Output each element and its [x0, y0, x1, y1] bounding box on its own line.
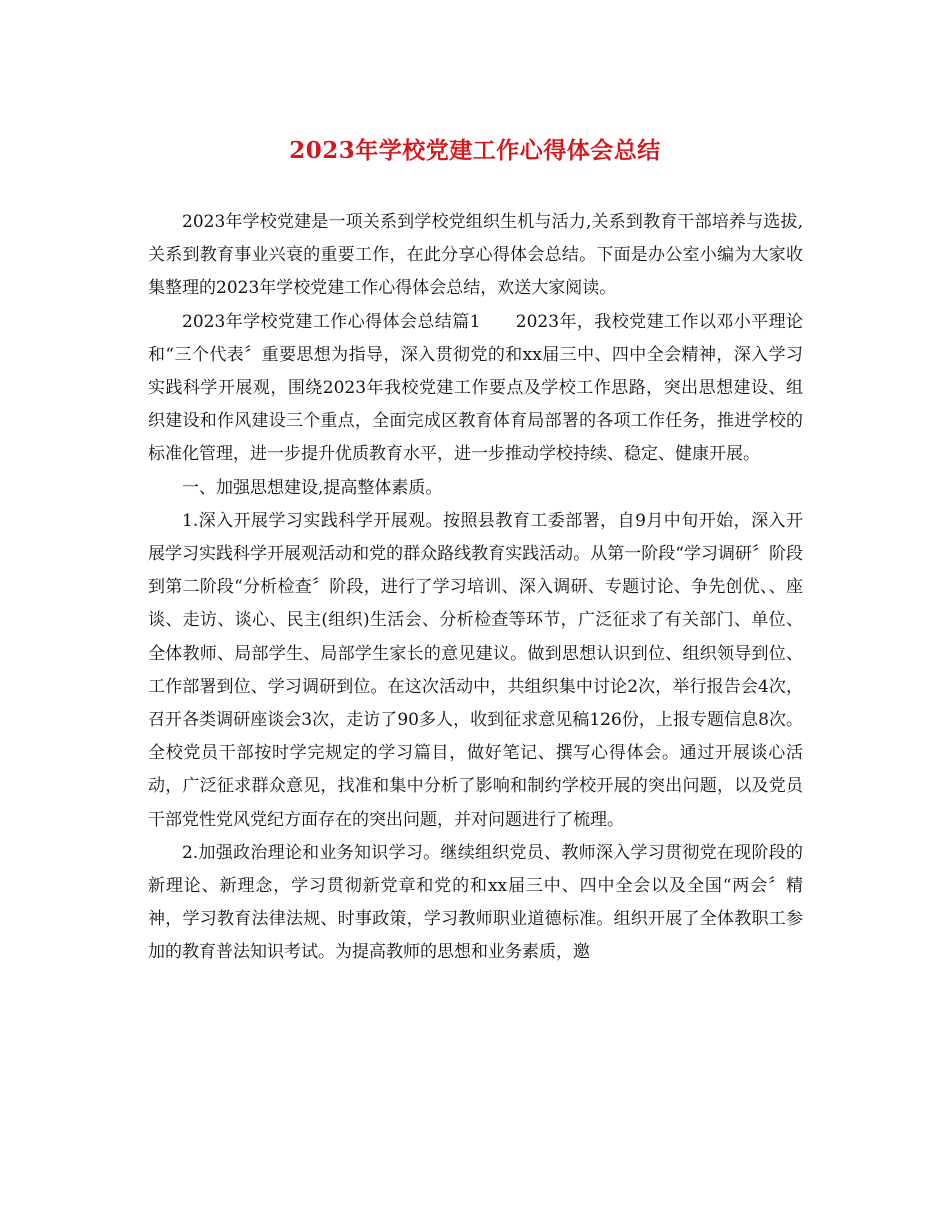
paragraph-overview: 2023年学校党建工作心得体会总结篇1 2023年，我校党建工作以邓小平理论和“三个代表〞重要思想为指导，深入贯彻党的和xx届三中、四中全会精神，深入学习实践科学开展观，围绕2023年我校党建工作要点及学校工作思路，突出思想建设、组织建设和作风建设三个重点，全面完成区教育体育局部署的各项工作任务，推进学校的标准化管理，进一步提升优质教育水平，进一步推动学校持续、稳定、健康开展。: [148, 311, 803, 465]
paragraph-item-1: 1.深入开展学习实践科学开展观。按照县教育工委部署，自9月中旬开始，深入开展学习实践科学开展观活动和党的群众路线教育实践活动。从第一阶段“学习调研〞阶段到第二阶段“分析检查〞阶段，进行了学习培训、深入调研、专题讨论、争先创优、、座谈、走访、谈心、民主(组织)生活会、分析检查等环节，广泛征求了有关部门、单位、全体教师、局部学生、局部学生家长的意见建议。做到思想认识到位、组织领导到位、工作部署到位、学习调研到位。在这次活动中，共组织集中讨论2次，举行报告会4次，召开各类调研座谈会3次，走访了90多人，收到征求意见稿126份，上报专题信息8次。全校党员干部按时学完规定的学习篇目，做好笔记、撰写心得体会。通过开展谈心活动，广泛征求群众意见，找准和集中分析了影响和制约学校开展的突出问题，以及党员干部党性党风党纪方面存在的突出问题，并对问题进行了梳理。: [148, 510, 803, 830]
document-title: 2023年学校党建工作心得体会总结: [289, 137, 661, 164]
paragraph-item-2: 2.加强政治理论和业务知识学习。继续组织党员、教师深入学习贯彻党在现阶段的新理论、新理念，学习贯彻新党章和党的和xx届三中、四中全会以及全国“两会〞精神，学习教育法律法规、时事政策，学习教师职业道德标准。组织开展了全体教职工参加的教育普法知识考试。为提高教师的思想和业务素质，邀: [148, 842, 803, 963]
document-body: [148, 206, 803, 970]
section-heading: 一、加强思想建设,提高整体素质。: [182, 477, 443, 498]
paragraph-intro: 2023年学校党建是一项关系到学校党组织生机与活力,关系到教育干部培养与选拔,关系到教育事业兴衰的重要工作，在此分享心得体会总结。下面是办公室小编为大家收集整理的2023年学校党建工作心得体会总结，欢送大家阅读。: [148, 212, 803, 299]
